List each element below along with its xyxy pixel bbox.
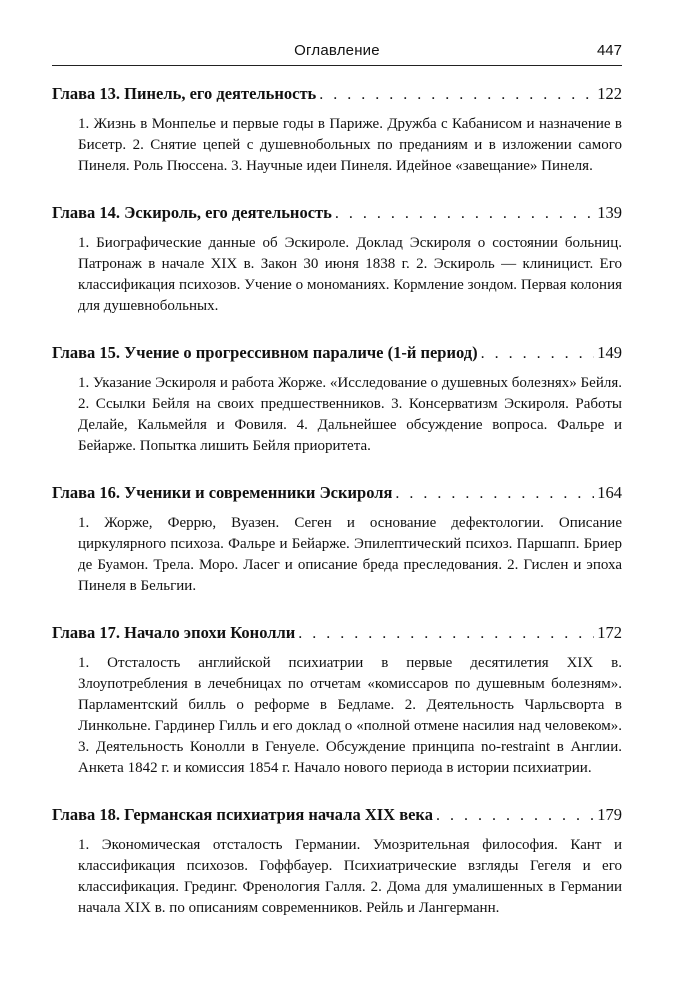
page-number: 447: [596, 42, 622, 59]
chapter-title: Глава 13. Пинель, его деятельность: [52, 84, 317, 103]
toc-heading-line: [52, 803, 622, 827]
dot-leader: [319, 83, 594, 107]
dot-leader: [298, 622, 594, 646]
running-title: Оглавление: [294, 42, 380, 59]
chapter-page-number: 164: [597, 483, 622, 502]
chapter-summary: 1. Биографические данные об Эскироле. Доклад Эскироля о состоянии больниц. Патронаж в начале XIX в. Закон 30 июня 1838 г. 2. Эскироль — клиницист. Его классификация психозов. Учение о мономаниях. Кормление зондом. Первая колония для душевнобольных.: [78, 235, 622, 314]
dot-leader: [395, 482, 594, 506]
chapter-title: Глава 18. Германская психиатрия начала XIX века: [52, 805, 433, 824]
toc-entry-chapter-14: [52, 201, 622, 317]
toc-heading-line: [52, 481, 622, 505]
toc-heading-line: [52, 82, 622, 106]
toc-entry-chapter-15: [52, 341, 622, 457]
dot-leader: [335, 202, 594, 226]
chapter-page-number: 139: [597, 203, 622, 222]
chapter-summary: 1. Жорже, Феррю, Вуазен. Сеген и основание дефектологии. Описание циркулярного психоза. Фальре и Бейарже. Эпилептический психоз. Паршапп. Бриер де Буамон. Трела. Моро. Ласег и описание бреда преследования. 2. Гислен и эпоха Пинеля в Бельгии.: [78, 515, 622, 594]
toc-entry-chapter-17: [52, 621, 622, 779]
chapter-summary: 1. Отсталость английской психиатрии в первые десятилетия XIX в. Злоупотребления в лечебницах по отчетам «комиссаров по душевным болезням». Парламентский билль о реформе в Бедламе. 2. Деятельность Чарльсворта в Линкольне. Гардинер Гилль и его доклад о «полной отмене насилия над человеком». 3. Деятельность Конолли в Генуеле. Обсуждение принципа no-restraint в Англии. Анкета 1842 г. и комиссия 1854 г. Начало нового периода в истории психиатрии.: [78, 655, 622, 776]
chapter-summary: 1. Жизнь в Монпелье и первые годы в Париже. Дружба с Кабанисом и назначение в Бисетр. 2. Снятие цепей с душевнобольных по преданиям и в изложении самого Пинеля. Роль Пюссена. 3. Научные идеи Пинеля. Идейное «завещание» Пинеля.: [78, 116, 622, 174]
chapter-page-number: 172: [597, 623, 622, 642]
toc-heading-line: [52, 201, 622, 225]
toc-entry-chapter-16: [52, 481, 622, 597]
chapter-summary: 1. Указание Эскироля и работа Жорже. «Исследование о душевных болезнях» Бейля. 2. Ссылки Бейля на своих предшественников. 3. Консерватизм Эскироля. Работы Делайе, Кальмейля и Фовиля. 4. Дальнейшее обсуждение вопроса. Фальре и Бейарже. Попытка лишить Бейля приоритета.: [78, 375, 622, 454]
toc-heading-line: [52, 341, 622, 365]
toc-entry-chapter-13: [52, 82, 622, 177]
chapter-page-number: 149: [597, 343, 622, 362]
chapter-title: Глава 16. Ученики и современники Эскироля: [52, 483, 393, 502]
chapter-title: Глава 14. Эскироль, его деятельность: [52, 203, 332, 222]
chapter-page-number: 122: [597, 84, 622, 103]
toc-heading-line: [52, 621, 622, 645]
page-header: [52, 38, 622, 68]
table-of-contents: [52, 82, 622, 919]
chapter-title: Глава 15. Учение о прогрессивном параличе (1-й период): [52, 343, 478, 362]
chapter-summary: 1. Экономическая отсталость Германии. Умозрительная философия. Кант и классификация психозов. Гоффбауер. Психиатрические взгляды Гегеля и его классификация. Грединг. Френология Галля. 2. Дома для умалишенных в Германии начала XIX в. по описаниям современников. Рейль и Лангерманн.: [78, 837, 622, 916]
dot-leader: [481, 342, 595, 366]
chapter-title: Глава 17. Начало эпохи Конолли: [52, 623, 296, 642]
header-rule: [52, 65, 622, 66]
toc-entry-chapter-18: [52, 803, 622, 919]
dot-leader: [436, 804, 594, 828]
chapter-page-number: 179: [597, 805, 622, 824]
